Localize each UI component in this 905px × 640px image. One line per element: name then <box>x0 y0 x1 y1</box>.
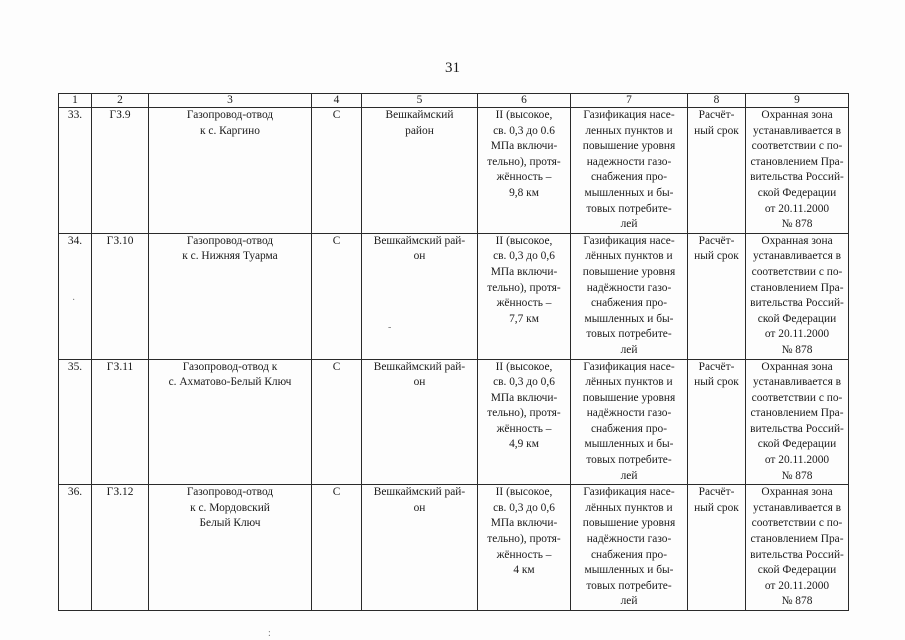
cell-line: II (высокое, <box>495 360 553 373</box>
location-cell <box>362 359 478 485</box>
cell-line: Вешкаймский рай- <box>373 486 466 499</box>
table-row <box>59 485 849 611</box>
row-number-cell: 36. <box>59 485 92 611</box>
row-number-cell: 33. <box>59 108 92 234</box>
cell-line: снабжения про- <box>590 171 668 184</box>
object-code-cell: ГЗ.9 <box>92 108 149 234</box>
column-header-5: 5 <box>362 94 478 108</box>
cell-line: Газификация насе- <box>583 109 675 121</box>
cell-line: от 20.11.2000 <box>764 454 830 467</box>
cell-line: повышение уровня <box>582 517 676 530</box>
gas-pipeline-table <box>58 93 849 611</box>
protection-zone-cell <box>746 485 849 611</box>
cell-line: II (высокое, <box>495 109 553 121</box>
cell-line: Расчёт- <box>698 234 735 247</box>
cell-line: Газопровод-отвод <box>186 486 274 499</box>
cell-line: мышленных и бы- <box>584 438 674 451</box>
cell-line: мышленных и бы- <box>584 186 674 199</box>
cell-line: надёжности газо- <box>586 533 672 546</box>
cell-line: ской Федерации <box>757 564 837 577</box>
characteristics-cell <box>478 485 571 611</box>
purpose-cell <box>571 233 688 359</box>
protection-zone-cell <box>746 233 849 359</box>
cell-line: становлением Пра- <box>750 281 844 294</box>
cell-line: ный срок <box>694 501 739 514</box>
term-cell <box>688 359 746 485</box>
row-number-cell: 34. <box>59 233 92 359</box>
location-cell <box>362 233 478 359</box>
object-code-cell: ГЗ.10 <box>92 233 149 359</box>
object-code-cell: ГЗ.11 <box>92 359 149 485</box>
cell-line: становлением Пра- <box>750 155 844 168</box>
cell-line: мышленных и бы- <box>584 312 674 325</box>
cell-line: соответствии с по- <box>751 517 843 530</box>
column-header-1: 1 <box>59 94 92 108</box>
table-row <box>59 359 849 485</box>
cell-line: надёжности газо- <box>586 281 672 294</box>
cell-line: МПа включи- <box>490 265 558 278</box>
cell-line: снабжения про- <box>590 422 668 435</box>
category-cell: С <box>312 359 362 485</box>
cell-line: устанавливается в <box>752 376 842 389</box>
cell-line: Газопровод-отвод <box>186 109 274 121</box>
term-cell <box>688 233 746 359</box>
cell-line: товых потребите- <box>586 579 672 592</box>
category-cell: С <box>312 485 362 611</box>
cell-line: Вешкаймский рай- <box>373 360 466 373</box>
cell-line: вительства Россий- <box>750 548 844 561</box>
cell-line: Охранная зона <box>761 360 833 373</box>
cell-line: Газификация насе- <box>583 234 675 247</box>
cell-line: товых потребите- <box>586 328 672 341</box>
cell-line: жённость – <box>496 171 552 184</box>
column-header-3: 3 <box>149 94 312 108</box>
scan-speck: - <box>388 322 392 333</box>
protection-zone-cell <box>746 108 849 234</box>
cell-line: лённых пунктов и <box>585 376 673 389</box>
cell-line: Расчёт- <box>698 486 735 499</box>
cell-line: к с. Нижняя Туарма <box>182 250 278 263</box>
scan-speck: : <box>268 628 271 639</box>
object-name-cell <box>149 233 312 359</box>
cell-line: лей <box>620 595 638 608</box>
table-row <box>59 108 849 234</box>
row-number-cell: 35. <box>59 359 92 485</box>
cell-line: жённость – <box>496 548 552 561</box>
cell-line: 9,8 км <box>509 186 539 199</box>
cell-line: устанавливается в <box>752 124 842 137</box>
cell-line: ленных пунктов и <box>585 124 673 137</box>
purpose-cell <box>571 485 688 611</box>
scan-speck: · <box>72 295 76 306</box>
cell-line: жённость – <box>496 422 552 435</box>
column-header-9: 9 <box>746 94 849 108</box>
cell-line: надежности газо- <box>586 155 672 168</box>
cell-line: II (высокое, <box>495 234 553 247</box>
cell-line: товых потребите- <box>586 454 672 467</box>
cell-line: надёжности газо- <box>586 407 672 420</box>
cell-line: лей <box>620 218 638 231</box>
cell-line: жённость – <box>496 297 552 310</box>
cell-line: 4 км <box>513 564 535 577</box>
page-number: 31 <box>445 60 460 76</box>
purpose-cell <box>571 359 688 485</box>
column-header-6: 6 <box>478 94 571 108</box>
cell-line: 7,7 км <box>509 312 539 325</box>
cell-line: № 878 <box>781 469 813 482</box>
object-name-cell <box>149 359 312 485</box>
cell-line: ской Федерации <box>757 438 837 451</box>
location-cell <box>362 108 478 234</box>
cell-line: товых потребите- <box>586 202 672 215</box>
cell-line: МПа включи- <box>490 517 558 530</box>
cell-line: св. 0,3 до 0,6 <box>493 376 555 389</box>
cell-line: соответствии с по- <box>751 265 843 278</box>
characteristics-cell <box>478 233 571 359</box>
cell-line: Газификация насе- <box>583 486 675 499</box>
cell-line: ный срок <box>694 376 739 389</box>
cell-line: лей <box>620 469 638 482</box>
cell-line: св. 0,3 до 0,6 <box>493 501 555 514</box>
object-name-cell <box>149 108 312 234</box>
cell-line: Охранная зона <box>761 109 833 121</box>
characteristics-cell <box>478 359 571 485</box>
table-header <box>59 94 849 108</box>
cell-line: № 878 <box>781 595 813 608</box>
cell-line: с. Ахматово-Белый Ключ <box>168 376 292 389</box>
cell-line: становлением Пра- <box>750 533 844 546</box>
cell-line: II (высокое, <box>495 486 553 499</box>
category-cell: С <box>312 233 362 359</box>
cell-line: от 20.11.2000 <box>764 202 830 215</box>
cell-line: становлением Пра- <box>750 407 844 420</box>
cell-line: он <box>413 501 426 514</box>
term-cell <box>688 485 746 611</box>
characteristics-cell <box>478 108 571 234</box>
cell-line: снабжения про- <box>590 548 668 561</box>
cell-line: мышленных и бы- <box>584 564 674 577</box>
cell-line: св. 0,3 до 0.6 <box>493 124 555 137</box>
cell-line: ской Федерации <box>757 186 837 199</box>
cell-line: вительства Россий- <box>750 171 844 184</box>
location-cell <box>362 485 478 611</box>
cell-line: повышение уровня <box>582 391 676 404</box>
cell-line: Охранная зона <box>761 486 833 499</box>
cell-line: повышение уровня <box>582 140 676 153</box>
purpose-cell <box>571 108 688 234</box>
protection-zone-cell <box>746 359 849 485</box>
header-row <box>59 94 849 108</box>
cell-line: тельно), протя- <box>487 281 561 294</box>
cell-line: св. 0,3 до 0,6 <box>493 250 555 263</box>
cell-line: вительства Россий- <box>750 297 844 310</box>
table-body <box>59 108 849 611</box>
object-code-cell: ГЗ.12 <box>92 485 149 611</box>
cell-line: от 20.11.2000 <box>764 328 830 341</box>
cell-line: повышение уровня <box>582 265 676 278</box>
cell-line: Газопровод-отвод <box>186 234 274 247</box>
cell-line: лей <box>620 343 638 356</box>
cell-line: тельно), протя- <box>487 155 561 168</box>
cell-line: вительства Россий- <box>750 422 844 435</box>
term-cell <box>688 108 746 234</box>
cell-line: Газификация насе- <box>583 360 675 373</box>
cell-line: устанавливается в <box>752 250 842 263</box>
column-header-2: 2 <box>92 94 149 108</box>
category-cell: С <box>312 108 362 234</box>
cell-line: Расчёт- <box>698 360 735 373</box>
column-header-8: 8 <box>688 94 746 108</box>
cell-line: соответствии с по- <box>751 140 843 153</box>
cell-line: 4,9 км <box>509 438 539 451</box>
column-header-7: 7 <box>571 94 688 108</box>
object-name-cell <box>149 485 312 611</box>
cell-line: ный срок <box>694 124 739 137</box>
cell-line: Вешкаймский рай- <box>373 234 466 247</box>
cell-line: устанавливается в <box>752 501 842 514</box>
column-header-4: 4 <box>312 94 362 108</box>
cell-line: Вешкаймский <box>385 109 454 121</box>
cell-line: район <box>405 124 434 137</box>
cell-line: он <box>413 376 426 389</box>
cell-line: тельно), протя- <box>487 407 561 420</box>
table-row <box>59 233 849 359</box>
cell-line: к с. Мордовский <box>190 501 270 514</box>
cell-line: ный срок <box>694 250 739 263</box>
cell-line: Белый Ключ <box>199 517 261 530</box>
cell-line: снабжения про- <box>590 297 668 310</box>
cell-line: Газопровод-отвод к <box>182 360 278 373</box>
cell-line: лённых пунктов и <box>585 501 673 514</box>
cell-line: лённых пунктов и <box>585 250 673 263</box>
cell-line: от 20.11.2000 <box>764 579 830 592</box>
cell-line: № 878 <box>781 218 813 231</box>
cell-line: тельно), протя- <box>487 533 561 546</box>
cell-line: МПа включи- <box>490 140 558 153</box>
cell-line: Охранная зона <box>761 234 833 247</box>
cell-line: № 878 <box>781 343 813 356</box>
cell-line: ской Федерации <box>757 312 837 325</box>
cell-line: МПа включи- <box>490 391 558 404</box>
cell-line: Расчёт- <box>698 109 735 121</box>
cell-line: к с. Каргино <box>200 124 260 137</box>
cell-line: он <box>413 250 426 263</box>
cell-line: соответствии с по- <box>751 391 843 404</box>
